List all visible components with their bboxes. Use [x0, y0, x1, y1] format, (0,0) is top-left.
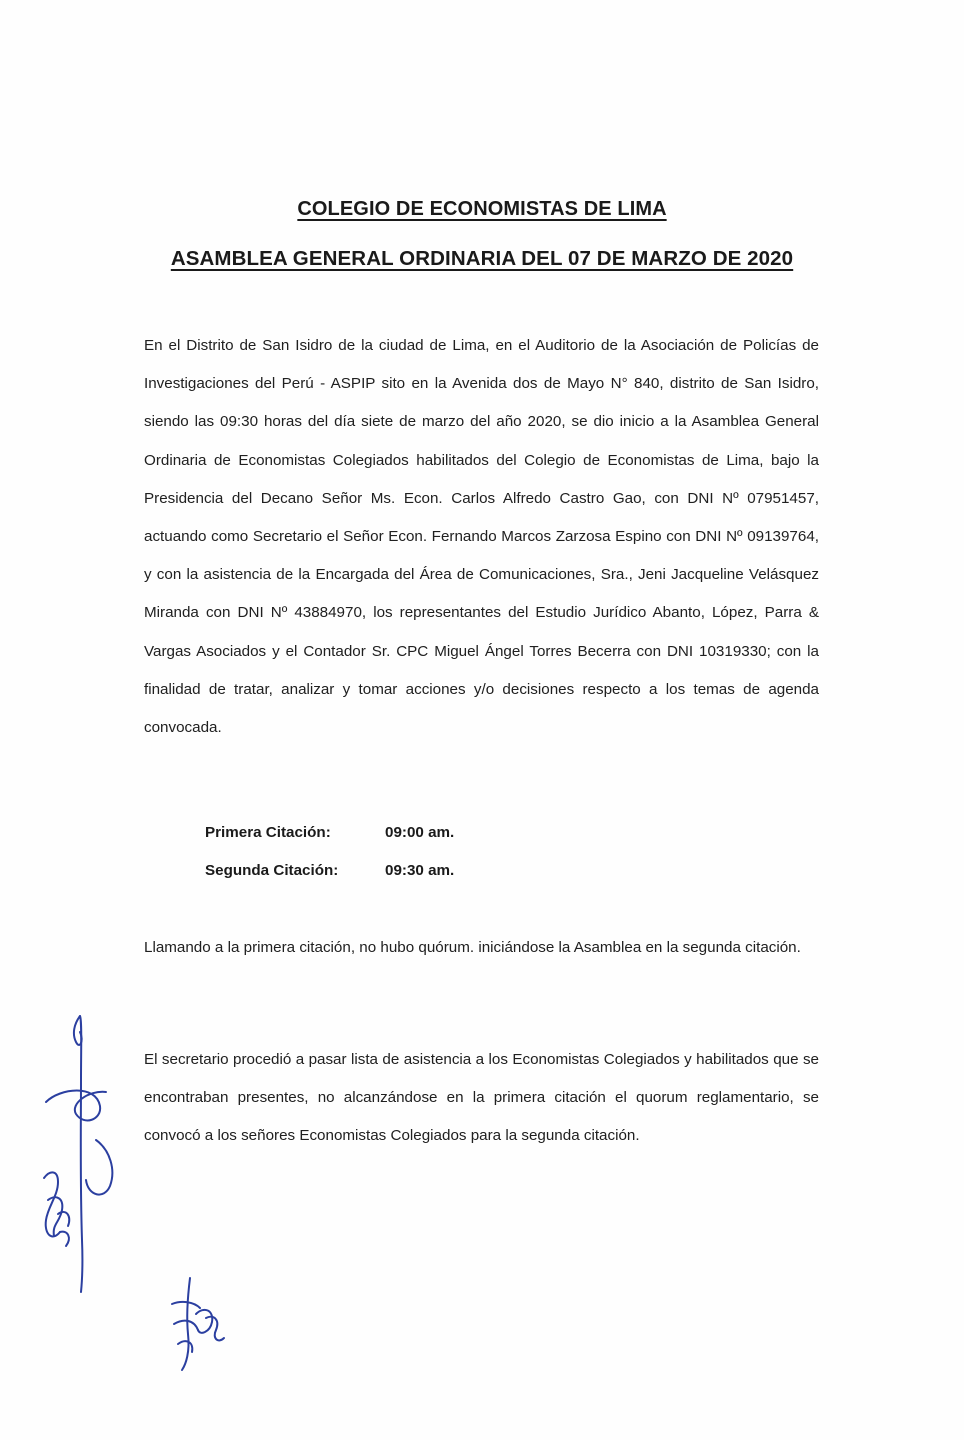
- second-citation: [205, 862, 454, 879]
- opening-paragraph: En el Distrito de San Isidro de la ciudad de Lima, en el Auditorio de la Asociación de Policías de Investigaciones del Perú - ASPIP sito en la Avenida dos de Mayo N° 840, distrito de San Isidro, siendo las 09:30 horas del día siete de marzo del año 2020, se dio inicio a la Asamblea General Ordinaria de Economistas Colegiados habilitados del Colegio de Economistas de Lima, bajo la Presidencia del Decano Señor Ms. Econ. Carlos Alfredo Castro Gao, con DNI Nº 07951457, actuando como Secretario el Señor Econ. Fernando Marcos Zarzosa Espino con DNI Nº 09139764, y con la asistencia de la Encargada del Área de Comunicaciones, Sra., Jeni Jacqueline Velásquez Miranda con DNI Nº 43884970, los representantes del Estudio Jurídico Abanto, López, Parra & Vargas Asociados y el Contador Sr. CPC Miguel Ángel Torres Becerra con DNI 10319330; con la finalidad de tratar, analizar y tomar acciones y/o decisiones respecto a los temas de agenda convocada.: [144, 337, 819, 737]
- first-citation: [205, 824, 454, 841]
- document-subtitle: ASAMBLEA GENERAL ORDINARIA DEL 07 DE MARZO DE 2020: [170, 247, 794, 270]
- first-citation-label: Primera Citación:: [205, 824, 331, 841]
- first-citation-time: 09:00 am.: [385, 824, 455, 841]
- handwritten-signature-icon: [36, 1010, 126, 1300]
- document-title: COLEGIO DE ECONOMISTAS DE LIMA: [297, 198, 667, 220]
- second-citation-time: 09:30 am.: [385, 862, 455, 879]
- second-citation-label: Segunda Citación:: [205, 862, 339, 879]
- quorum-paragraph: Llamando a la primera citación, no hubo quórum. iniciándose la Asamblea en la segunda citación.: [144, 939, 801, 956]
- attendance-paragraph: El secretario procedió a pasar lista de asistencia a los Economistas Colegiados y habilitados que se encontraban presentes, no alcanzándose en la primera citación el quorum reglamentario, se convocó a los señores Economistas Colegiados para la segunda citación.: [144, 1051, 819, 1144]
- handwritten-initials-icon: [160, 1274, 230, 1374]
